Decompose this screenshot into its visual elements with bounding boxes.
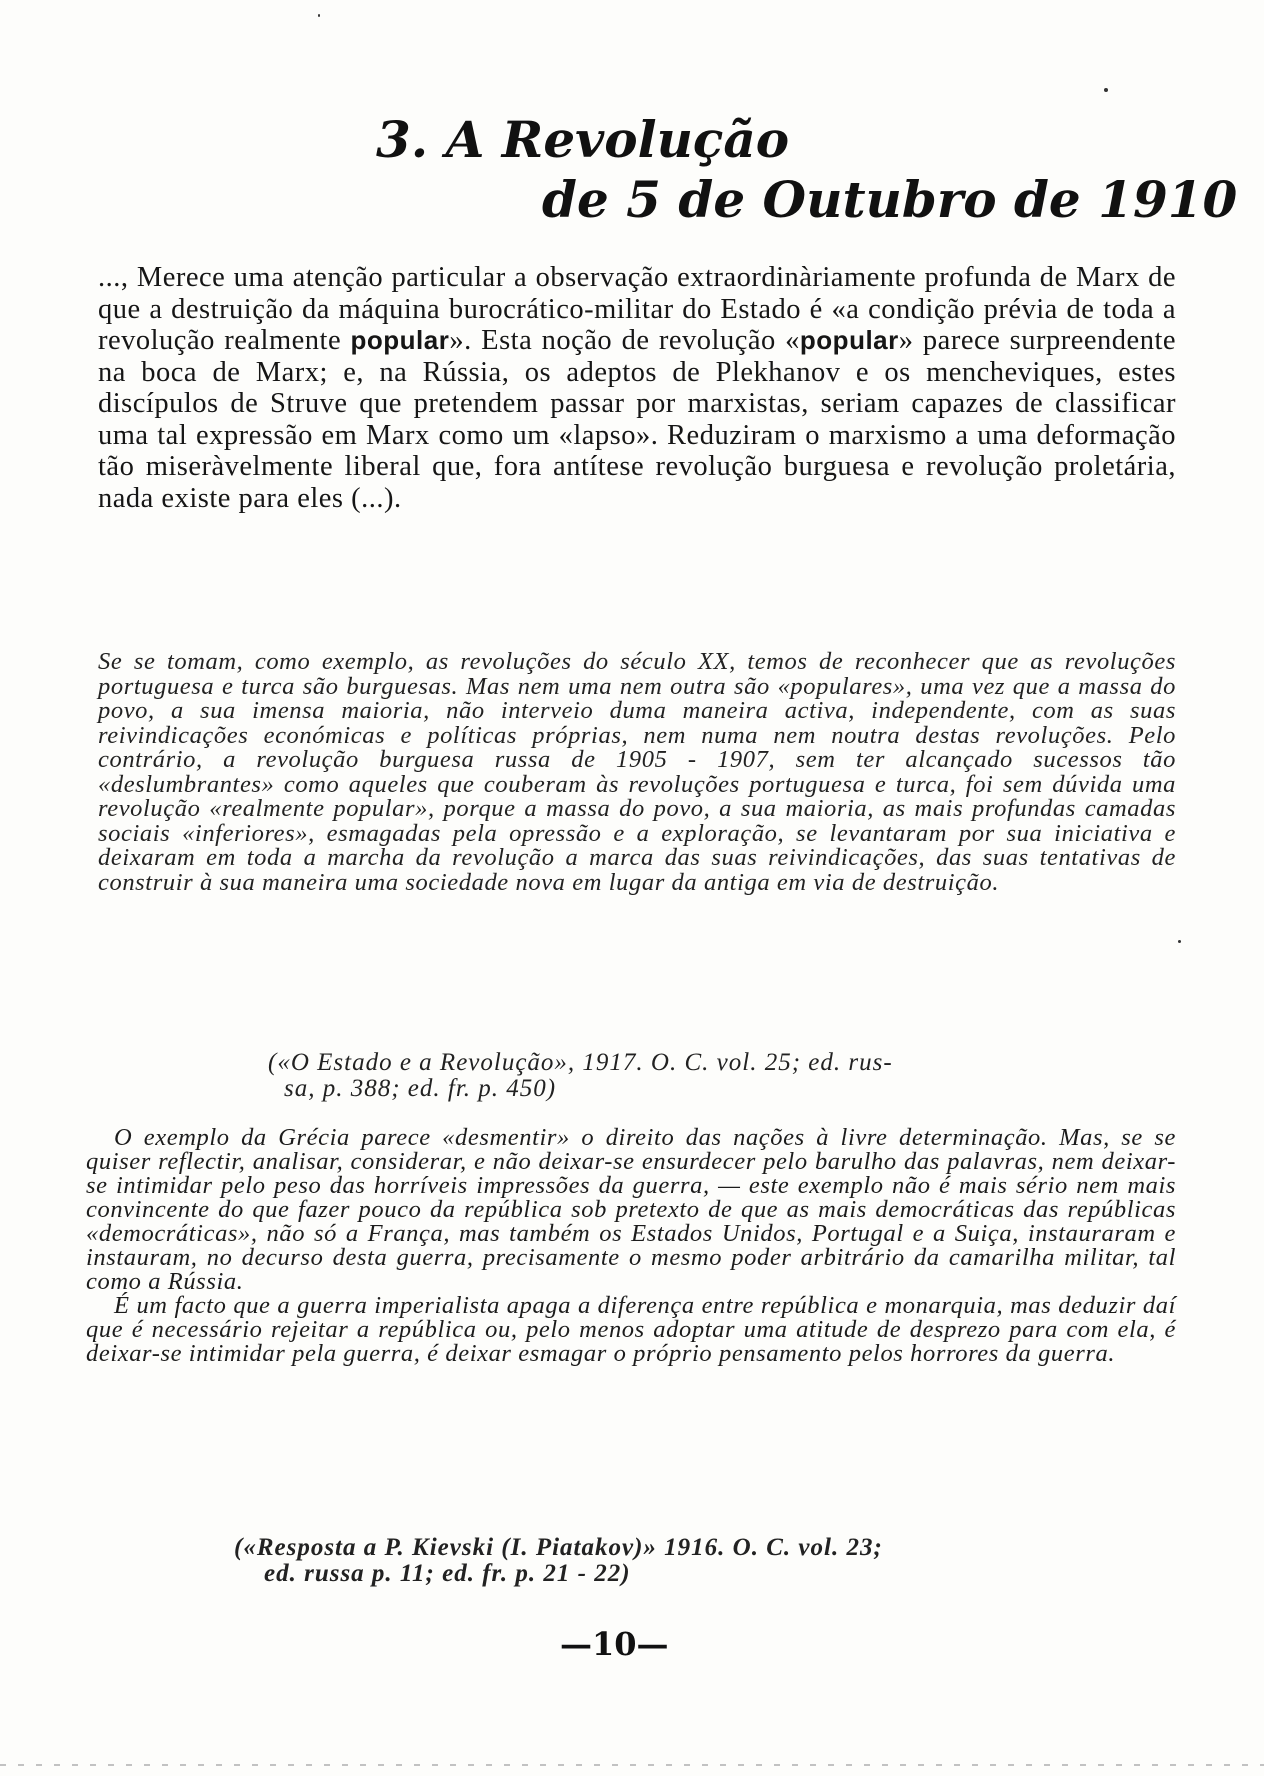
source-reference-2-line-1: («Resposta a P. Kievski (I. Piatakov)» 1916. O. C. vol. 23; [234, 1534, 883, 1561]
lead-text-part-1: ..., Merece uma atenção particular a observação extraordinàriamente profunda de Marx de que a destruição da máquina burocrático-militar do Estado é «a condição prévia de toda a revolução realmente [98, 262, 1176, 356]
source-reference-1-line-1: («O Estado e a Revolução», 1917. O. C. vol. 25; ed. rus- [268, 1049, 893, 1076]
print-speck [1104, 88, 1108, 92]
second-passage-paragraph-1: O exemplo da Grécia parece «desmentir» o direito das nações à livre determinação. Mas, se se quiser reflectir, analisar, considerar, e não deixar-se ensurdecer pelo barulho das palavras, nem deixar-se intimidar pelo peso das horríveis impressões da guerra, — este exemplo não é mais sério nem mais convincente do que fazer pouco da república sob pretexto de que as mais democráticas das repúblicas «democráticas», não só a França, mas também os Estados Unidos, Portugal e a Suiça, instauraram e instauram, no decurso desta guerra, precisamente o mesmo poder arbitrário da camarilha militar, tal como a Rússia. [86, 1124, 1176, 1295]
source-reference-1-line-2: sa, p. 388; ed. fr. p. 450) [284, 1075, 557, 1102]
lead-text-part-2: ». Esta noção de revolução « [449, 325, 800, 356]
second-passage [86, 1126, 1176, 1366]
lead-text-part-3: » parece surpreendente na boca de Marx; e, na Rússia, os adeptos de Plekhanov e os mencheviques, estes discípulos de Struve que pretendem passar por marxistas, seriam capazes de classificar uma tal expressão em Marx como um «lapso». Reduziram o marxismo a uma deformação tão miseràvelmente liberal que, fora antítese revolução burguesa e revolução proletária, nada existe para eles (...). [98, 325, 1177, 514]
source-reference-2 [234, 1535, 1174, 1587]
source-reference-2-line-2: ed. russa p. 11; ed. fr. p. 21 - 22) [264, 1560, 631, 1587]
quoted-passage: Se se tomam, como exemplo, as revoluções do século XX, temos de reconhecer que as revoluções portuguesa e turca são burguesas. Mas nem uma nem outra são «populares», uma vez que a massa do povo, a sua imensa maioria, não interveio duma maneira activa, independente, com as suas reivindicações económicas e políticas próprias, nem numa nem noutra destas revoluções. Pelo contrário, a revolução burguesa russa de 1905 - 1907, sem ter alcançado sucessos tão «deslumbrantes» como aqueles que couberam às revoluções portuguesa e turca, foi sem dúvida uma revolução «realmente popular», porque a massa do povo, a sua maioria, as mais profundas camadas sociais «inferiores», esmagadas pela opressão e a exploração, se levantaram por sua iniciativa e deixaram em toda a marcha da revolução a marca das suas reivindicações, das suas tentativas de construir à sua maneira uma sociedade nova em lugar da antiga em via de destruição. [98, 648, 1176, 896]
chapter-title-line-1: 3. A Revolução [376, 110, 790, 169]
lead-paragraph [98, 262, 1176, 514]
print-speck [318, 14, 320, 17]
second-passage-paragraph-2: É um facto que a guerra imperialista apaga a diferença entre república e monarquia, mas deduzir daí que é necessário rejeitar a república ou, pelo menos adoptar uma atitude de desprezo para com ela, é deixar-se intimidar pela guerra, é deixar esmagar o próprio pensamento pelos horrores da guerra. [86, 1292, 1176, 1367]
scan-edge-line [0, 1764, 1264, 1766]
emphasis-popular-2: popular [799, 325, 899, 355]
chapter-title-line-2: de 5 de Outubro de 1910 [542, 170, 1238, 229]
print-speck [1178, 940, 1181, 943]
emphasis-popular-1: popular [350, 325, 450, 355]
source-reference-1 [268, 1050, 1168, 1102]
page-number: —10— [560, 1625, 669, 1663]
